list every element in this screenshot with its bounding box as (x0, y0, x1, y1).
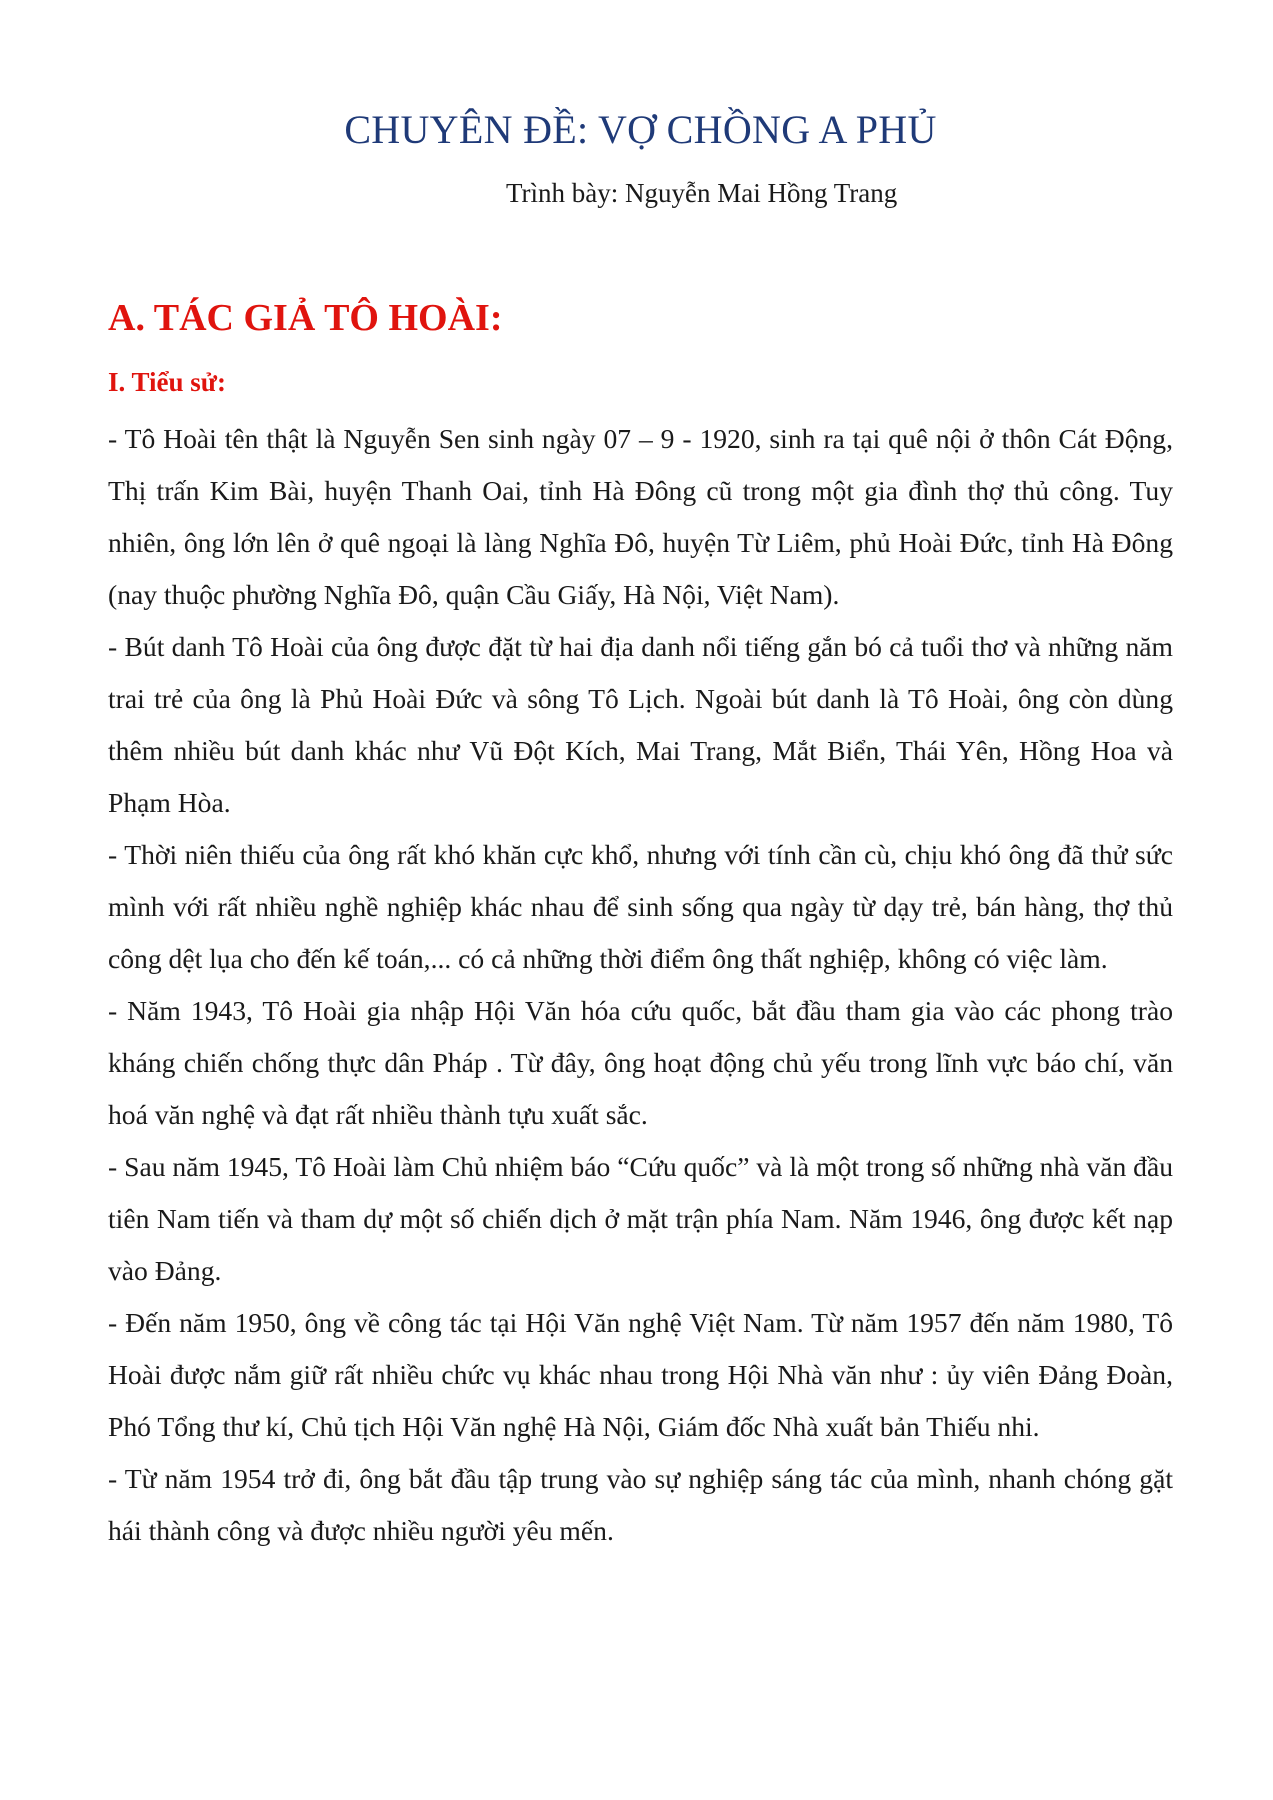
paragraph-1945: - Sau năm 1945, Tô Hoài làm Chủ nhiệm báo “Cứu quốc” và là một trong số những nhà văn đầu tiên Nam tiến và tham dự một số chiến dịch ở mặt trận phía Nam. Năm 1946, ông được kết nạp vào Đảng. (108, 1151, 1173, 1286)
biography-body (108, 413, 1173, 1557)
presenter-line: Trình bày: Nguyễn Mai Hồng Trang (506, 178, 898, 208)
paragraph-pen-name: - Bút danh Tô Hoài của ông được đặt từ hai địa danh nổi tiếng gắn bó cả tuổi thơ và những năm trai trẻ của ông là Phủ Hoài Đức và sông Tô Lịch. Ngoài bút danh là Tô Hoài, ông còn dùng thêm nhiều bút danh khác như Vũ Đột Kích, Mai Trang, Mắt Biển, Thái Yên, Hồng Hoa và Phạm Hòa. (108, 631, 1173, 818)
paragraph-youth: - Thời niên thiếu của ông rất khó khăn cực khổ, nhưng với tính cần cù, chịu khó ông đã thử sức mình với rất nhiều nghề nghiệp khác nhau để sinh sống qua ngày từ dạy trẻ, bán hàng, thợ thủ công dệt lụa cho đến kế toán,... có cả những thời điểm ông thất nghiệp, không có việc làm. (108, 839, 1173, 974)
subsection-heading: I. Tiểu sử: (108, 367, 226, 397)
paragraph-1954: - Từ năm 1954 trở đi, ông bắt đầu tập trung vào sự nghiệp sáng tác của mình, nhanh chóng gặt hái thành công và được nhiều người yêu mến. (108, 1463, 1173, 1546)
paragraph-1950: - Đến năm 1950, ông về công tác tại Hội Văn nghệ Việt Nam. Từ năm 1957 đến năm 1980, Tô Hoài được nắm giữ rất nhiều chức vụ khác nhau trong Hội Nhà văn như : ủy viên Đảng Đoàn, Phó Tổng thư kí, Chủ tịch Hội Văn nghệ Hà Nội, Giám đốc Nhà xuất bản Thiếu nhi. (108, 1307, 1173, 1442)
paragraph-1943: - Năm 1943, Tô Hoài gia nhập Hội Văn hóa cứu quốc, bắt đầu tham gia vào các phong trào kháng chiến chống thực dân Pháp . Từ đây, ông hoạt động chủ yếu trong lĩnh vực báo chí, văn hoá văn nghệ và đạt rất nhiều thành tựu xuất sắc. (108, 995, 1173, 1130)
section-heading: A. TÁC GIẢ TÔ HOÀI: (108, 297, 503, 339)
paragraph-birth: - Tô Hoài tên thật là Nguyễn Sen sinh ngày 07 – 9 - 1920, sinh ra tại quê nội ở thôn Cát Động, Thị trấn Kim Bài, huyện Thanh Oai, tỉnh Hà Đông cũ trong một gia đình thợ thủ công. Tuy nhiên, ông lớn lên ở quê ngoại là làng Nghĩa Đô, huyện Từ Liêm, phủ Hoài Đức, tỉnh Hà Đông (nay thuộc phường Nghĩa Đô, quận Cầu Giấy, Hà Nội, Việt Nam). (108, 423, 1173, 610)
document-title: CHUYÊN ĐỀ: VỢ CHỒNG A PHỦ (344, 107, 937, 152)
